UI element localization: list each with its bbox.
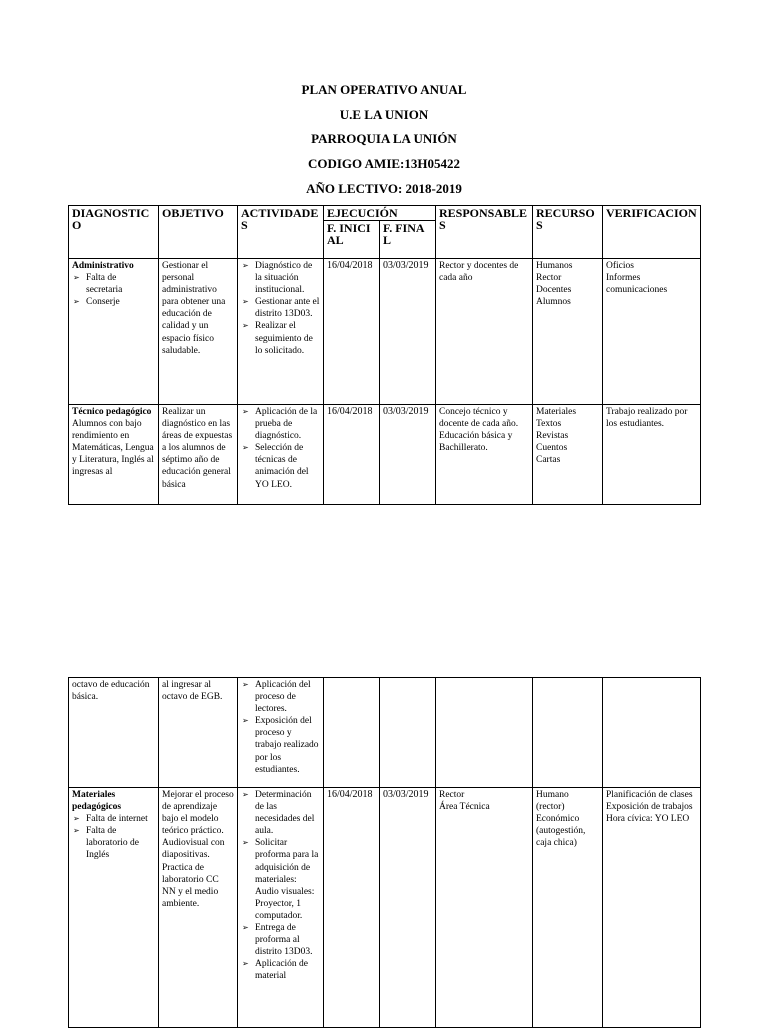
poa-table-page2 (68, 677, 701, 1028)
list-item: ➢ Aplicación de la prueba de diagnóstico. (241, 406, 320, 442)
cell-diagnostico (69, 405, 159, 505)
table-row (69, 788, 701, 1028)
cell-recursos (533, 678, 603, 788)
poa-table-page1 (68, 205, 701, 505)
list-item: Informes (606, 273, 641, 284)
list-item: Textos (536, 419, 562, 430)
list-item: Área Técnica (439, 802, 490, 813)
list-item: Docentes (536, 285, 572, 296)
cell-responsables: Rector y docentes de cada año (436, 259, 533, 405)
cell-f-final: 03/03/2019 (380, 259, 436, 405)
list-item: ➢ Solicitar proforma para la adquisición de materiales: Audio visuales: Proyector, 1 computador. (241, 837, 320, 922)
table-row (69, 259, 701, 405)
list-item: ➢ Exposición del proceso y trabajo realizado por los estudiantes. (241, 715, 320, 775)
cell-objetivo: Mejorar el proceso de aprendizaje bajo el modelo teórico práctico. Audiovisual con diapositivas. Practica de laboratorio CC NN y el medio ambiente. (159, 788, 238, 1028)
cell-verificacion (603, 678, 701, 788)
col-recursos: RECURSOS (533, 206, 603, 259)
cell-recursos (533, 405, 603, 505)
list-item: Humano (rector) (536, 790, 569, 813)
cell-objetivo: Gestionar el personal administrativo para obtener una educación de calidad y un espacio físico saludable. (159, 259, 238, 405)
cell-diagnostico (69, 259, 159, 405)
list-item: Humanos (536, 261, 573, 271)
cell-f-final: 03/03/2019 (380, 405, 436, 505)
cell-verificacion (603, 788, 701, 1028)
title-school: U.E LA UNION (339, 106, 429, 122)
diagnostic-label: Técnico pedagógico (72, 407, 152, 417)
cell-actividades (238, 788, 324, 1028)
list-item: ➢ Conserje (72, 296, 155, 308)
list-item: Alumnos (536, 297, 571, 308)
list-item: ➢ Selección de técnicas de animación del YO LEO. (241, 442, 320, 490)
cell-verificacion (603, 259, 701, 405)
cell-recursos (533, 788, 603, 1028)
cell-responsables (436, 678, 533, 788)
list-item: ➢ Falta de laboratorio de Inglés (72, 825, 155, 861)
cell-f-inicial: 16/04/2018 (324, 788, 380, 1028)
cell-verificacion: Trabajo realizado por los estudiantes. (603, 405, 701, 505)
title-parish: PARROQUIA LA UNIÓN (311, 131, 457, 147)
list-item: comunicaciones (606, 285, 668, 296)
list-item: Materiales (536, 407, 577, 417)
cell-responsables: Concejo técnico y docente de cada año. Educación básica y Bachillerato. (436, 405, 533, 505)
cell-responsables (436, 788, 533, 1028)
title-amie-code: CODIGO AMIE:13H05422 (307, 156, 461, 172)
cell-f-inicial (324, 678, 380, 788)
col-actividades: ACTIVIDADES (238, 206, 324, 259)
diagnostic-text: Alumnos con bajo rendimiento en Matemáticas, Lengua y Literatura, Inglés al ingresas al (72, 419, 154, 478)
cell-objetivo: al ingresar al octavo de EGB. (159, 678, 238, 788)
diagnostic-label: Materiales pedagógicos (72, 790, 122, 813)
document-header (0, 81, 768, 204)
list-item: Exposición de trabajos (606, 802, 693, 813)
title-plan: PLAN OPERATIVO ANUAL (301, 82, 467, 97)
list-item: ➢ Gestionar ante el distrito 13D03. (241, 296, 320, 320)
cell-f-final: 03/03/2019 (380, 788, 436, 1028)
table-row (69, 678, 701, 788)
cell-f-final (380, 678, 436, 788)
list-item: Oficios (606, 261, 634, 271)
col-f-inicial: F. INICIAL (324, 221, 380, 259)
list-item: ➢ Entrega de proforma al distrito 13D03. (241, 922, 320, 958)
cell-actividades (238, 405, 324, 505)
col-verificacion: VERIFICACION (603, 206, 701, 259)
list-item: ➢ Determinación de las necesidades del aula. (241, 789, 320, 837)
list-item: ➢ Falta de secretaria (72, 272, 155, 296)
list-item: Rector (536, 273, 562, 284)
col-ejecucion: EJECUCIÓN (324, 206, 436, 221)
table-row (69, 405, 701, 505)
cell-diagnostico: octavo de educación básica. (69, 678, 159, 788)
cell-objetivo: Realizar un diagnóstico en las áreas de expuestas a los alumnos de séptimo año de educación general básica (159, 405, 238, 505)
list-item: ➢ Diagnóstico de la situación institucional. (241, 260, 320, 296)
list-item: Cuentos (536, 443, 568, 454)
list-item: Económico (autogestión, caja chica) (536, 814, 586, 849)
cell-recursos (533, 259, 603, 405)
col-responsables: RESPONSABLES (436, 206, 533, 259)
diagnostic-label: Administrativo (72, 261, 134, 271)
title-school-year: AÑO LECTIVO: 2018-2019 (306, 180, 462, 196)
list-item: ➢ Aplicación del proceso de lectores. (241, 679, 320, 715)
cell-actividades (238, 259, 324, 405)
list-item: Planificación de clases (606, 790, 693, 800)
cell-diagnostico (69, 788, 159, 1028)
col-f-final: F. FINAL (380, 221, 436, 259)
list-item: Cartas (536, 455, 561, 466)
list-item: ➢ Realizar el seguimiento de lo solicitado. (241, 320, 320, 356)
list-item: Revistas (536, 431, 569, 442)
list-item: Rector (439, 790, 465, 800)
cell-f-inicial: 16/04/2018 (324, 405, 380, 505)
cell-f-inicial: 16/04/2018 (324, 259, 380, 405)
col-diagnostico: DIAGNOSTICO (69, 206, 159, 259)
cell-actividades (238, 678, 324, 788)
list-item: ➢ Aplicación de material (241, 958, 320, 982)
list-item: Hora cívica: YO LEO (606, 814, 690, 825)
col-objetivo: OBJETIVO (159, 206, 238, 259)
list-item: ➢ Falta de internet (72, 813, 155, 825)
